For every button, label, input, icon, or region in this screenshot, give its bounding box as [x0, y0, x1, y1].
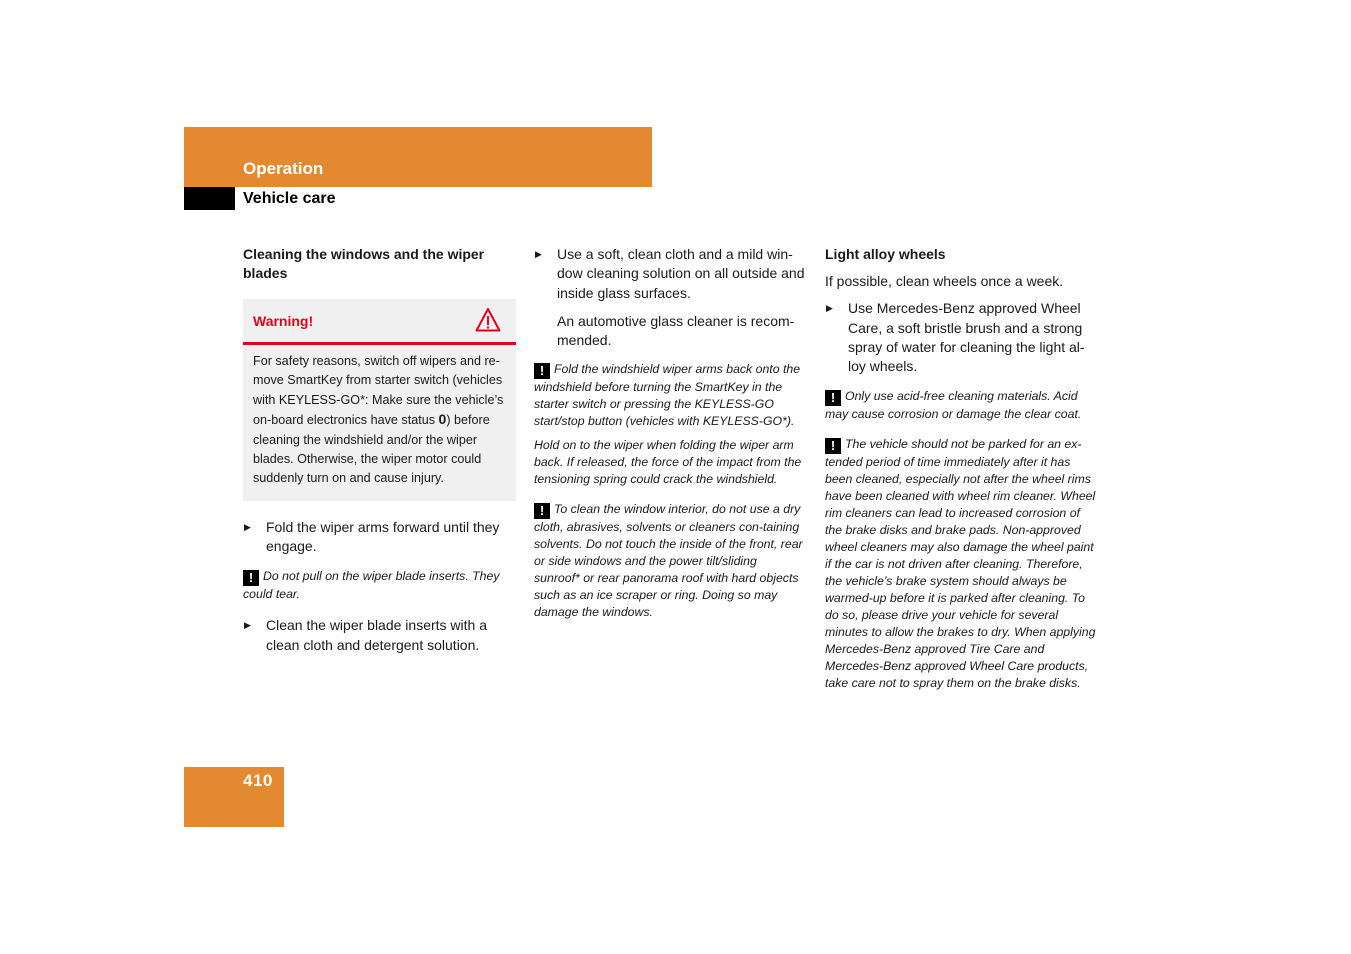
column-2	[534, 245, 806, 621]
step-text: Fold the wiper arms forward until they engage.	[266, 518, 500, 555]
warning-text-part1: For safety reasons, switch off wipers and re-move SmartKey from starter switch (vehicles with KEYLESS-GO*: Make sure the vehicle’s on-board electronics have status	[253, 354, 504, 428]
note-text: Fold the windshield wiper arms back onto the windshield before turning the SmartKey in the starter switch or pressing the KEYLESS-GO start/stop button (vehicles with KEYLESS-GO*).	[534, 362, 801, 429]
step-text: Clean the wiper blade inserts with a clean cloth and detergent solution.	[266, 617, 488, 653]
attention-icon: !	[534, 503, 550, 519]
warning-text	[243, 345, 516, 501]
glass-cleaner-recommendation: An automotive glass cleaner is recom-mended.	[557, 312, 795, 349]
step-text: Use a soft, clean cloth and a mild win-dow cleaning solution on all outside and inside glass surfaces.	[557, 246, 805, 301]
step-wheel-care	[825, 299, 1098, 376]
warning-title: Warning!	[253, 313, 314, 329]
warning-box	[243, 299, 516, 501]
column-3	[825, 245, 1098, 692]
note-hold-wiper: Hold on to the wiper when folding the wiper arm back. If released, the force of the impact from the tensioning spring could crack the windshield.	[534, 438, 802, 487]
warning-header	[243, 299, 516, 345]
warning-triangle-icon	[475, 307, 501, 333]
step-clean-wiper-inserts	[243, 616, 516, 655]
step-arrow-icon: ▶	[244, 620, 251, 631]
note-parking-after-cleaning	[825, 436, 1098, 692]
note-wiper-inserts	[243, 568, 516, 603]
heading-light-alloy-wheels: Light alloy wheels	[825, 246, 946, 262]
attention-icon: !	[243, 570, 259, 586]
step-arrow-icon: ▶	[244, 521, 251, 532]
attention-icon: !	[825, 438, 841, 454]
step-clean-glass	[534, 245, 806, 303]
note-text: The vehicle should not be parked for an ex-tended period of time immediately after it has been cleaned, especially not after the wheel rims have been cleaned with wheel rim cleaner. Wheel rim cleaners can lead to increased corrosion of the brake disks and brake pads. Non-approved wheel cleaners may also damage the wheel paint if the car is not driven after cleaning. Therefore, the vehicle’s brake system should always be warmed-up before it is parked after cleaning. To do so, please drive your vehicle for several minutes to allow the brakes to dry. When applying Mercedes-Benz approved Tire Care and Mercedes-Benz approved Wheel Care products, take care not to spray them on the brake disks.	[825, 437, 1096, 691]
section-tab-marker	[184, 187, 235, 210]
wheels-intro: If possible, clean wheels once a week.	[825, 273, 1064, 289]
attention-icon: !	[825, 390, 841, 406]
attention-icon: !	[534, 363, 550, 379]
column-1	[243, 245, 516, 655]
section-title: Operation	[243, 159, 324, 178]
page-number: 410	[243, 771, 273, 790]
note-text: To clean the window interior, do not use a dry cloth, abrasives, solvents or cleaners con-taining solvents. Do not touch the inside of the front, rear or side windows and the power tilt/sliding sunroof* or rear panorama roof with hard objects such as an ice scraper or ring. Doing so may damage the windows.	[534, 502, 803, 620]
note-fold-wiper-back	[534, 361, 806, 430]
step-arrow-icon: ▶	[535, 249, 542, 259]
warning-text-part2: ) before cleaning the windshield and/or the wiper blades. Otherwise, the wiper motor could suddenly turn on and cause injury.	[253, 413, 490, 486]
step-fold-wiper-arms	[243, 518, 516, 557]
note-text: Only use acid-free cleaning materials. Acid may cause corrosion or damage the clear coat.	[825, 389, 1082, 422]
subsection-title: Vehicle care	[243, 190, 336, 207]
heading-cleaning-windows: Cleaning the windows and the wiper blades	[243, 246, 485, 281]
step-text: Use Mercedes-Benz approved Wheel Care, a soft bristle brush and a strong spray of water for cleaning the light al-loy wheels.	[848, 300, 1085, 375]
note-window-interior	[534, 501, 806, 621]
status-value: 0	[438, 411, 447, 428]
note-acid-free	[825, 388, 1098, 423]
note-text: Do not pull on the wiper blade inserts. They could tear.	[243, 569, 500, 602]
step-arrow-icon: ▶	[826, 303, 833, 314]
